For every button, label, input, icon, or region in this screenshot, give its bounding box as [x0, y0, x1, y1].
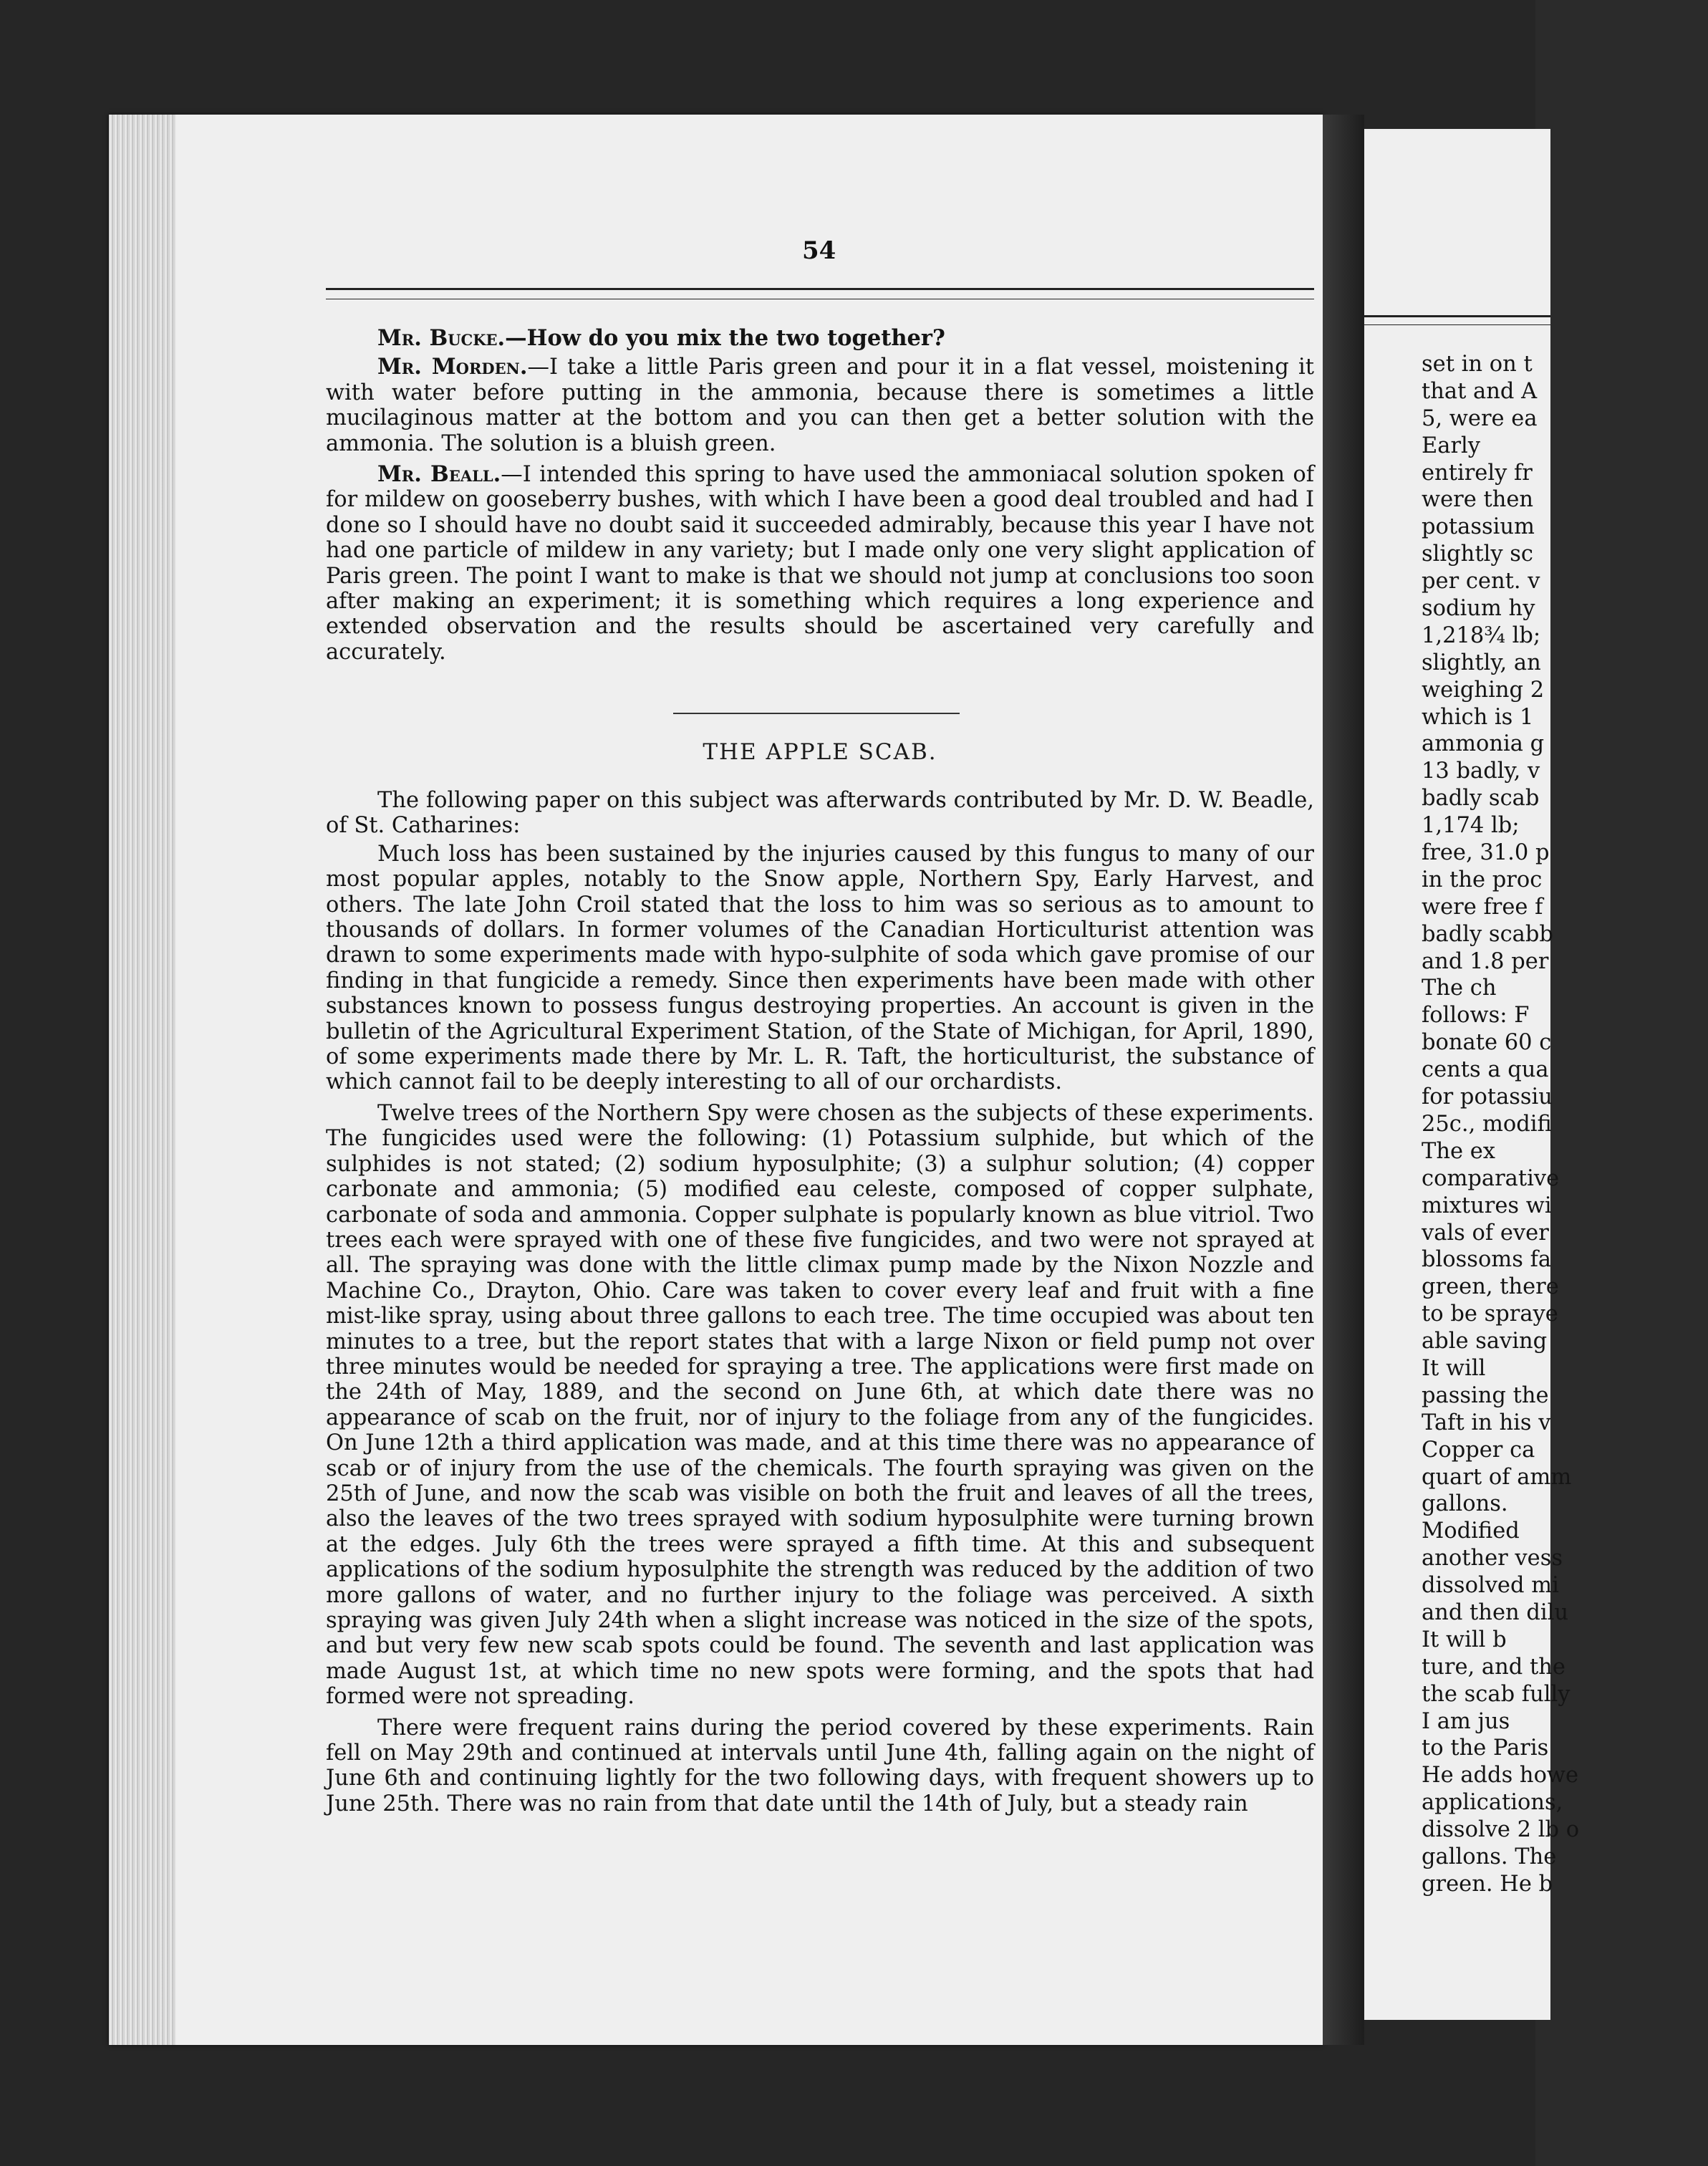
dialogue-block	[326, 326, 1314, 665]
right-page-line: passing the	[1422, 1382, 1549, 1408]
right-page-line: He adds howe	[1422, 1763, 1579, 1789]
right-header-rule	[1364, 315, 1550, 325]
right-page-line: comparative	[1422, 1165, 1560, 1191]
right-page-line: ture, and the	[1422, 1654, 1565, 1680]
right-page-line: were free f	[1422, 894, 1543, 920]
section-title: THE APPLE SCAB.	[703, 739, 937, 765]
article-body	[326, 788, 1314, 1816]
right-page-line: green, there	[1422, 1274, 1559, 1300]
right-page-line: 25c., modifi	[1422, 1111, 1552, 1137]
right-page-line: in the proc	[1422, 867, 1543, 892]
dialogue-paragraph	[326, 462, 1314, 665]
right-page-line: to be spraye	[1422, 1301, 1558, 1327]
right-page-line: slightly, an	[1422, 650, 1541, 675]
right-page-line: were then	[1422, 487, 1534, 513]
right-page-line: for potassiu	[1422, 1084, 1553, 1110]
right-page-line: cents a qua	[1422, 1057, 1549, 1083]
right-page-fragment	[1364, 129, 1580, 2020]
right-page-line: The ex	[1422, 1138, 1495, 1164]
right-page-line: gallons.	[1422, 1491, 1508, 1517]
right-page-line: ammonia g	[1422, 731, 1545, 757]
right-page-line: sodium hy	[1422, 596, 1535, 622]
right-page-line: mixtures wi	[1422, 1193, 1552, 1218]
dialogue-paragraph	[326, 326, 1314, 351]
right-page-line: and then dilu	[1422, 1599, 1569, 1625]
right-page-line: The ch	[1422, 976, 1497, 1001]
right-page-line: Modified	[1422, 1518, 1520, 1544]
right-page-line: 1,218¾ lb;	[1422, 622, 1541, 648]
right-page-line: gallons. The	[1422, 1844, 1557, 1869]
right-page-line: Copper ca	[1422, 1437, 1535, 1463]
right-page-line: that and A	[1422, 378, 1538, 404]
right-page-line: dissolved mi	[1422, 1573, 1559, 1599]
dialogue-text: —How do you mix the two together?	[505, 325, 945, 351]
right-page-line: weighing 2	[1422, 677, 1545, 703]
right-page-line: per cent. v	[1422, 569, 1540, 595]
right-page-line: vals of ever	[1422, 1220, 1549, 1246]
right-page-line: 1,174 lb;	[1422, 813, 1520, 839]
speaker-name: Mr. Morden.	[377, 354, 528, 380]
right-page-line: free, 31.0 p	[1422, 840, 1550, 866]
right-page-line: the scab fully	[1422, 1681, 1571, 1707]
speaker-name: Mr. Bucke.	[377, 325, 506, 351]
right-page-line: It will	[1422, 1355, 1486, 1381]
right-page-line: able saving	[1422, 1329, 1548, 1354]
dialogue-text: —I intended this spring to have used the ammoniacal solution spoken of for mildew on gooseberry bushes, with which I have been a good deal troubled and had I done so I should have no doubt said it succeeded admirably, because this year I have not had one particle of mildew in any variety; but I made only one very slight application of Paris green. The point I want to make is that we should not jump at conclusions too soon after making an experiment; it is something which requires a long experience and extended observation and the results should be ascertained very carefully and accurately.	[326, 462, 1314, 665]
right-page-line: badly scabb	[1422, 921, 1553, 947]
right-page-line: follows: F	[1422, 1003, 1530, 1029]
right-page-line: Taft in his v	[1422, 1410, 1551, 1435]
article-paragraph: Much loss has been sustained by the injuries caused by this fungus to many of our most popular apples, notably to the Snow apple, Northern Spy, Early Harvest, and others. The late John Croil stated that the loss to him was so serious as to amount to thousands of dollars. In former volumes of the Canadian Horticulturist attention was drawn to some experiments made with hypo-sulphite of soda which gave promise of our finding in that fungicide a remedy. Since then experiments have been made with other substances known to possess fungus destroying properties. An account is given in the bulletin of the Agricultural Experiment Station, of the State of Michigan, for April, 1890, of some experiments made there by Mr. L. R. Taft, the horticulturist, the substance of which cannot fail to be deeply interesting to all of our orchardists.	[326, 841, 1314, 1095]
right-page-line: which is 1	[1422, 704, 1534, 730]
right-page-line: Early	[1422, 433, 1481, 458]
page-edge-stack	[109, 115, 176, 2045]
right-page-line: potassium	[1422, 514, 1535, 540]
right-page-line: badly scab	[1422, 786, 1540, 812]
speaker-name: Mr. Beall.	[377, 461, 501, 488]
right-page-line: and 1.8 per	[1422, 948, 1549, 974]
dialogue-text: —I take a little Paris green and pour it in a flat vessel, moistening it with water before putting in the ammonia, because there is sometimes a little mucilaginous matter at the bottom and you can then get a better solution with the ammonia. The solution is a bluish green.	[326, 355, 1314, 456]
book-gutter	[1323, 115, 1364, 2045]
section-divider	[673, 713, 960, 714]
right-page-line: quart of amm	[1422, 1464, 1572, 1490]
right-page-line: 13 badly, v	[1422, 759, 1540, 784]
article-paragraph: Twelve trees of the Northern Spy were chosen as the subjects of these experiments. The fungicides used were the following: (1) Potassium sulphide, but which of the sulphides is not stated; (2) sodium hyposulphite; (3) a sulphur solution; (4) copper carbonate and ammonia; (5) modified eau celeste, composed of copper sulphate, carbonate of soda and ammonia. Copper sulphate is popularly known as blue vitriol. Two trees each were sprayed with one of these five fungicides, and two were not sprayed at all. The spraying was done with the little climax pump made by the Nixon Nozzle and Machine Co., Drayton, Ohio. Care was taken to cover every leaf and fruit with a fine mist-like spray, using about three gallons to each tree. The time occupied was about ten minutes to a tree, but the report states that with a large Nixon or field pump not over three minutes would be needed for spraying a tree. The applications were first made on the 24th of May, 1889, and the second on June 6th, at which date there was no appearance of scab on the fruit, nor of injury to the foliage from any of the fungicides. On June 12th a third application was made, and at this time there was no appearance of scab or of injury from the use of the chemicals. The fourth spraying was given on the 25th of June, and now the scab was visible on both the fruit and leaves of all the trees, also the leaves of the two trees sprayed with sodium hyposulphite were turning brown at the edges. July 6th the trees were sprayed a fifth time. At this and subsequent applications of the sodium hyposulphite the strength was reduced by the addition of two more gallons of water, and no further injury to the foliage was perceived. A sixth spraying was given July 24th when a slight increase was noticed in the size of the spots, and but very few new scab spots could be found. The seventh and last application was made August 1st, at which time no new spots were forming, and the spots that had formed were not spreading.	[326, 1100, 1314, 1710]
right-page-line: dissolve 2 lb o	[1422, 1817, 1580, 1843]
right-page-line: slightly sc	[1422, 542, 1533, 567]
right-page-text	[1422, 351, 1708, 1898]
right-page-line: 5, were ea	[1422, 405, 1538, 431]
right-page-line: set in on t	[1422, 352, 1533, 377]
article-paragraph: There were frequent rains during the period covered by these experiments. Rain fell on May 29th and continued at intervals until June 4th, falling again on the night of June 6th and continuing lightly for the two following days, with frequent showers up to June 25th. There was no rain from that date until the 14th of July, but a steady rain	[326, 1715, 1314, 1816]
right-page-line: another vess	[1422, 1546, 1563, 1571]
right-page-line: green. He b	[1422, 1871, 1553, 1897]
right-page-line: to the Paris	[1422, 1736, 1549, 1761]
right-page-line: I am jus	[1422, 1708, 1510, 1734]
right-page-line: It will b	[1422, 1627, 1507, 1652]
right-page-line: bonate 60 c	[1422, 1030, 1552, 1056]
header-rule	[326, 288, 1314, 299]
right-page-line: entirely fr	[1422, 460, 1533, 486]
right-page-line: blossoms fa	[1422, 1247, 1552, 1273]
dialogue-paragraph	[326, 355, 1314, 456]
article-paragraph: The following paper on this subject was afterwards contributed by Mr. D. W. Beadle, of St. Catharines:	[326, 788, 1314, 839]
page-number: 54	[802, 236, 836, 265]
right-page-line: applications,	[1422, 1790, 1563, 1816]
